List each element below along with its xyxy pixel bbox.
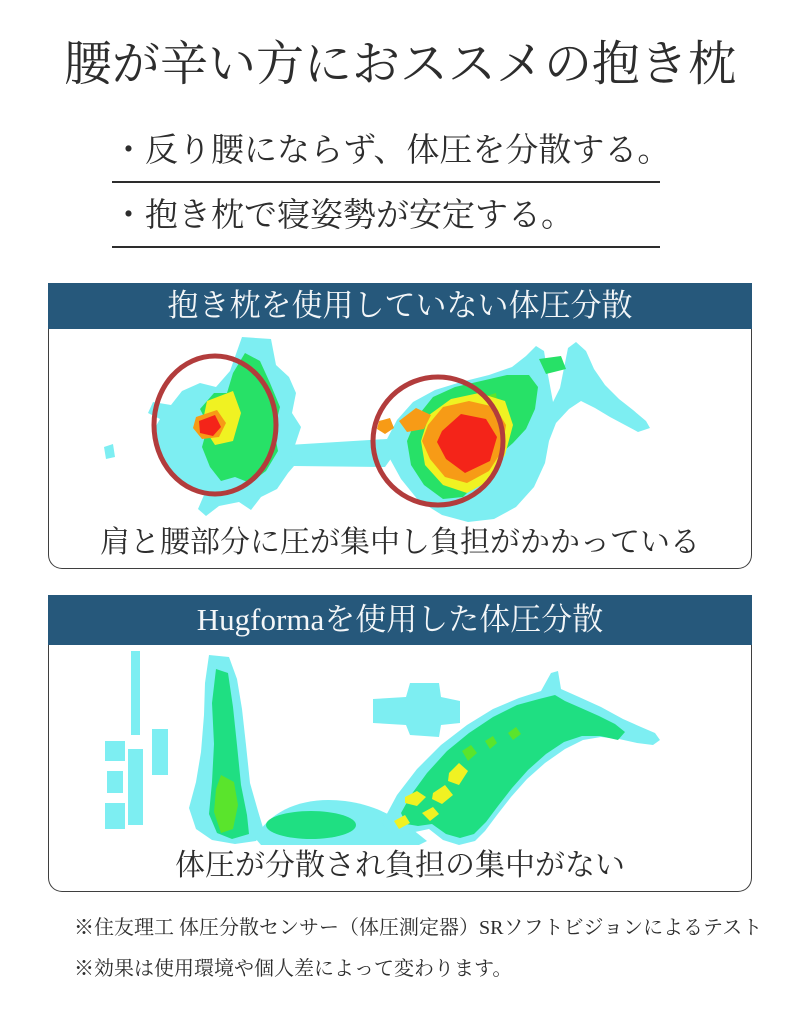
heatmap2-cyan-layer xyxy=(105,651,660,845)
panel-header-hugforma: Hugformaを使用した体圧分散 xyxy=(48,595,752,645)
footnote-disclaimer: ※効果は使用環境や個人差によって変わります。 xyxy=(74,958,513,981)
footnotes xyxy=(74,908,800,990)
panel-caption-hugforma: 体圧が分散され負担の集中がない xyxy=(175,849,625,883)
panel-caption-no-pillow: 肩と腰部分に圧が集中し負担がかかっている xyxy=(100,526,700,560)
pressure-panel-hugforma xyxy=(48,595,752,892)
heat2-fragment-a xyxy=(105,741,125,761)
heat2-fragment-f xyxy=(152,729,168,775)
heatmap-hugforma xyxy=(49,645,751,845)
footnote-test-method: ※住友理工 体圧分散センサー（体圧測定器）SRソフトビジョンによるテスト xyxy=(74,917,763,940)
benefit-item-pressure: ・反り腰にならず、体圧を分散する。 xyxy=(112,128,660,183)
heat2-fragment-b xyxy=(107,771,123,793)
page-title: 腰が辛い方におススメの抱き枕 xyxy=(63,38,736,91)
heat2-top-blob-cyan xyxy=(373,683,460,737)
heat2-fragment-c xyxy=(105,803,125,829)
benefit-item-posture: ・抱き枕で寝姿勢が安定する。 xyxy=(112,193,660,248)
pressure-panel-no-pillow xyxy=(48,283,752,569)
heatmap-no-pillow xyxy=(49,329,751,524)
heat-speck-cyan xyxy=(104,444,115,459)
heat2-middle-green xyxy=(266,811,356,839)
panel-header-no-pillow: 抱き枕を使用していない体圧分散 xyxy=(48,283,752,329)
heat2-fragment-e xyxy=(128,749,143,825)
benefit-list xyxy=(112,128,671,248)
heat2-fragment-d xyxy=(131,651,140,735)
